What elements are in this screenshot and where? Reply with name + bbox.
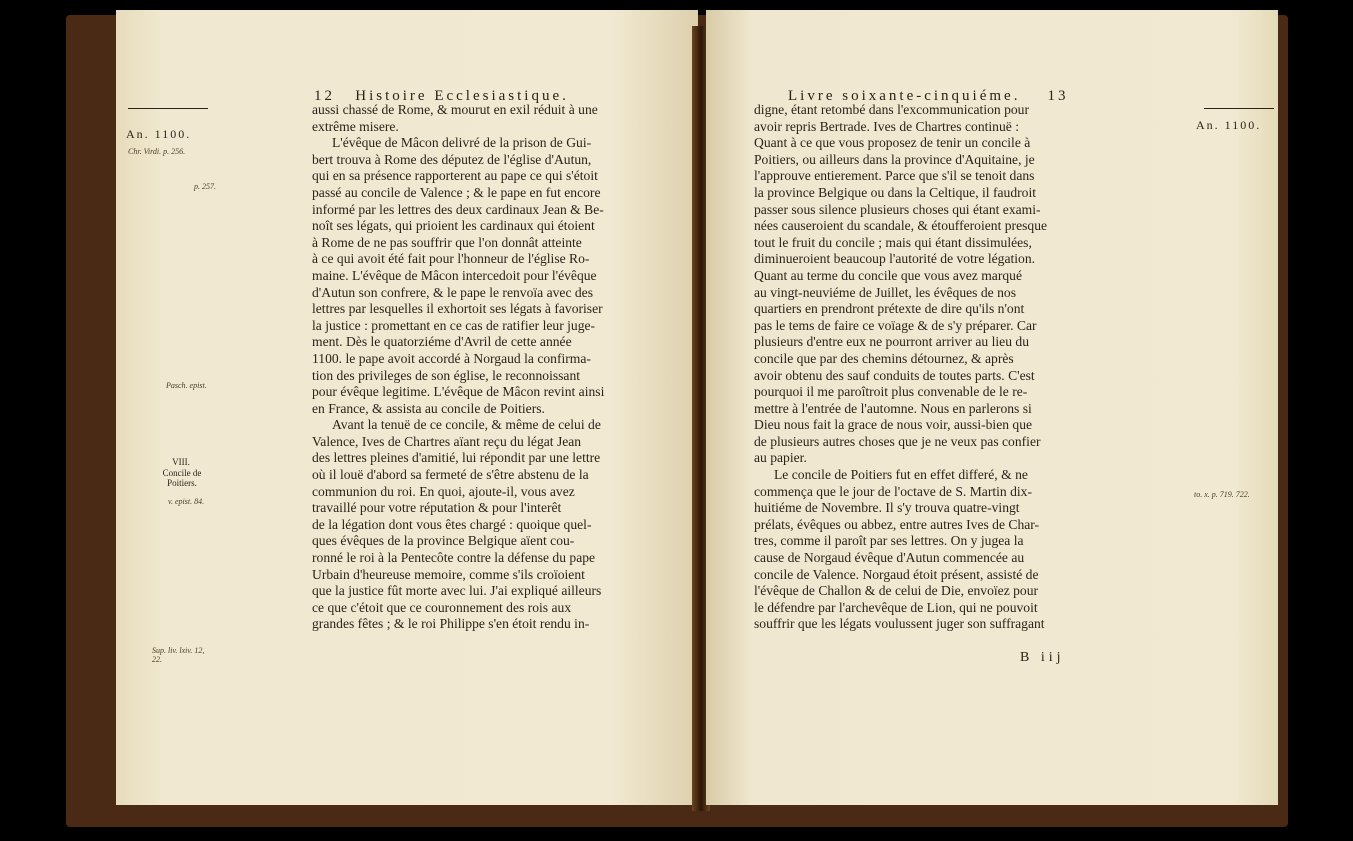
text-line: mettre à l'entrée de l'automne. Nous en parlerons si <box>754 400 1032 416</box>
text-line: concile de Valence. Norgaud étoit présent, assisté de <box>754 566 1039 582</box>
margin-note: Chr. Virdi. p. 256. <box>128 147 186 156</box>
text-line: ques évêques de la province Belgique aïent cou- <box>312 533 575 549</box>
text-line: informé par les lettres des deux cardinaux Jean & Be- <box>312 201 604 217</box>
right-body-text <box>754 102 1047 633</box>
left-year-note: An. 1100. <box>126 127 192 141</box>
text-line: Urbain d'heureuse memoire, comme s'ils croïoient <box>312 566 585 582</box>
text-line: Le concile de Poitiers fut en effet differé, & ne <box>774 467 1028 483</box>
right-page <box>706 10 1278 805</box>
text-line: pas le tems de faire ce voïage & de s'y préparer. Car <box>754 317 1037 333</box>
text-line: quartiers en prendront prétexte de dire qu'ils n'ont <box>754 301 1025 317</box>
text-line: extrême misere. <box>312 118 399 134</box>
right-year-note: An. 1100. <box>1196 118 1262 132</box>
text-line: L'évêque de Mâcon delivré de la prison de Gui- <box>332 135 592 151</box>
text-line: tres, comme il paroît par ses lettres. On y jugea la <box>754 533 1024 549</box>
text-line: maine. L'évêque de Mâcon intercedoit pour l'évêque <box>312 267 597 283</box>
section-number: VIII. <box>172 457 190 467</box>
text-line: Avant la tenuë de ce concile, & même de celui de <box>332 417 601 433</box>
text-line: que la justice fût morte avec lui. J'ai expliqué ailleurs <box>312 583 602 599</box>
left-body-text <box>312 102 604 633</box>
text-line: plusieurs d'entre eux ne pourront arriver au lieu du <box>754 334 1029 350</box>
right-running-head: Livre soixante-cinquiéme. <box>788 88 1021 104</box>
text-line: avoir obtenu des sauf conduits de toutes parts. C'est <box>754 367 1035 383</box>
margin-rule <box>1204 108 1274 109</box>
text-line: passer sous silence plusieurs choses qui étant exami- <box>754 201 1041 217</box>
text-line: qui en sa présence rapporterent au pape ce qui s'étoit <box>312 168 598 184</box>
text-line: ce que c'étoit que ce couronnement des rois aux <box>312 599 572 615</box>
text-line: la province Belgique ou dans la Celtique, il faudroit <box>754 184 1036 200</box>
right-page-number: 13 <box>1047 88 1069 104</box>
text-line: concile que par des chemins détournez, & après <box>754 350 1014 366</box>
text-line: souffrir que les légats voulussent juger son suffragant <box>754 616 1045 632</box>
text-line: Quant au terme du concile que vous avez marqué <box>754 267 1022 283</box>
text-line: tout le fruit du concile ; mais qui étant dissimulées, <box>754 234 1032 250</box>
text-line: en France, & assista au concile de Poitiers. <box>312 400 545 416</box>
text-line: au vingt-neuviéme de Juillet, les évêques de nos <box>754 284 1016 300</box>
text-line: des lettres pleines d'amitié, lui répondit par une lettre <box>312 450 601 466</box>
text-line: pour évêque legitime. L'évêque de Mâcon revint ainsi <box>312 384 605 400</box>
text-line: de plusieurs autres choses que je ne veux pas confier <box>754 433 1041 449</box>
text-line: d'Autun son confrere, & le pape le renvoïa avec des <box>312 284 594 300</box>
margin-note: to. x. p. 719. 722. <box>1194 490 1250 499</box>
margin-note: Sup. liv. lxiv. 12, 22. <box>152 646 205 664</box>
text-line: huitiéme de Novembre. Il s'y trouva quatre-vingt <box>754 500 1020 516</box>
margin-note: Pasch. epist. <box>166 381 207 390</box>
text-line: 1100. le pape avoit accordé à Norgaud la confirma- <box>312 350 591 366</box>
text-line: bert trouva à Rome des députez de l'église d'Autun, <box>312 151 592 167</box>
text-line: lettres par lesquelles il exhortoit ses légats à favoriser <box>312 301 603 317</box>
margin-note: p. 257. <box>194 182 216 191</box>
text-line: de la légation dont vous êtes chargé : quoique quel- <box>312 516 592 532</box>
text-line: ronné le roi à la Pentecôte contre la défense du pape <box>312 550 596 566</box>
text-line: aussi chassé de Rome, & mourut en exil réduit à une <box>312 102 598 117</box>
text-line: avoir repris Bertrade. Ives de Chartres continuë : <box>754 118 1019 134</box>
text-line: Dieu nous fait la grace de nous voir, aussi-bien que <box>754 417 1033 433</box>
text-line: ment. Dès le quatorziéme d'Avril de cette année <box>312 334 572 350</box>
text-line: l'approuve entierement. Parce que s'il se tenoit dans <box>754 168 1035 184</box>
text-line: communion du roi. En quoi, ajoute-il, vous avez <box>312 483 575 499</box>
left-page <box>116 10 698 805</box>
margin-rule <box>128 108 208 109</box>
text-line: l'évêque de Challon & de celui de Die, envoïez pour <box>754 583 1039 599</box>
text-line: passé au concile de Valence ; & le pape en fut encore <box>312 184 601 200</box>
text-line: digne, étant retombé dans l'excommunication pour <box>754 102 1030 117</box>
text-line: diminueroient beaucoup l'autorité de votre légation. <box>754 251 1036 267</box>
text-line: grandes fêtes ; & le roi Philippe s'en étoit rendu in- <box>312 616 590 632</box>
text-line: noît ses légats, qui prioient les cardinaux qui étoient <box>312 218 595 234</box>
left-page-number: 12 <box>314 88 335 104</box>
text-line: tion des privileges de son église, le reconnoissant <box>312 367 581 383</box>
text-line: commença que le jour de l'octave de S. Martin dix- <box>754 483 1033 499</box>
margin-note: v. epist. 84. <box>168 497 205 506</box>
text-line: nées causeroient du scandale, & étoufferoient presque <box>754 218 1048 234</box>
left-running-head: Histoire Ecclesiastique. <box>355 88 569 104</box>
text-line: à Rome de ne pas souffrir que l'on donnât atteinte <box>312 234 582 250</box>
text-line: le défendre par l'archevêque de Lion, qui ne pouvoit <box>754 599 1038 615</box>
signature-mark: B iij <box>1020 650 1065 665</box>
section-title: Concile de Poitiers. <box>162 468 202 488</box>
text-line: la justice : promettant en ce cas de ratifier leur juge- <box>312 317 596 333</box>
text-line: Quant à ce que vous proposez de tenir un concile à <box>754 135 1031 151</box>
text-line: travaillé pour votre réputation & pour l'interêt <box>312 500 562 516</box>
text-line: cause de Norgaud évêque d'Autun commencée au <box>754 550 1025 566</box>
text-line: Valence, Ives de Chartres aïant reçu du légat Jean <box>312 433 582 449</box>
text-line: à ce qui avoit été fait pour l'honneur de l'église Ro- <box>312 251 590 267</box>
text-line: où il louë d'abord sa fermeté de s'être abstenu de la <box>312 467 589 483</box>
text-line: au papier. <box>754 450 807 466</box>
text-line: prélats, évêques ou abbez, entre autres Ives de Char- <box>754 516 1040 532</box>
text-line: pourquoi il me paroîtroit plus convenable de le re- <box>754 384 1028 400</box>
text-line: Poitiers, ou ailleurs dans la province d'Aquitaine, je <box>754 151 1035 167</box>
